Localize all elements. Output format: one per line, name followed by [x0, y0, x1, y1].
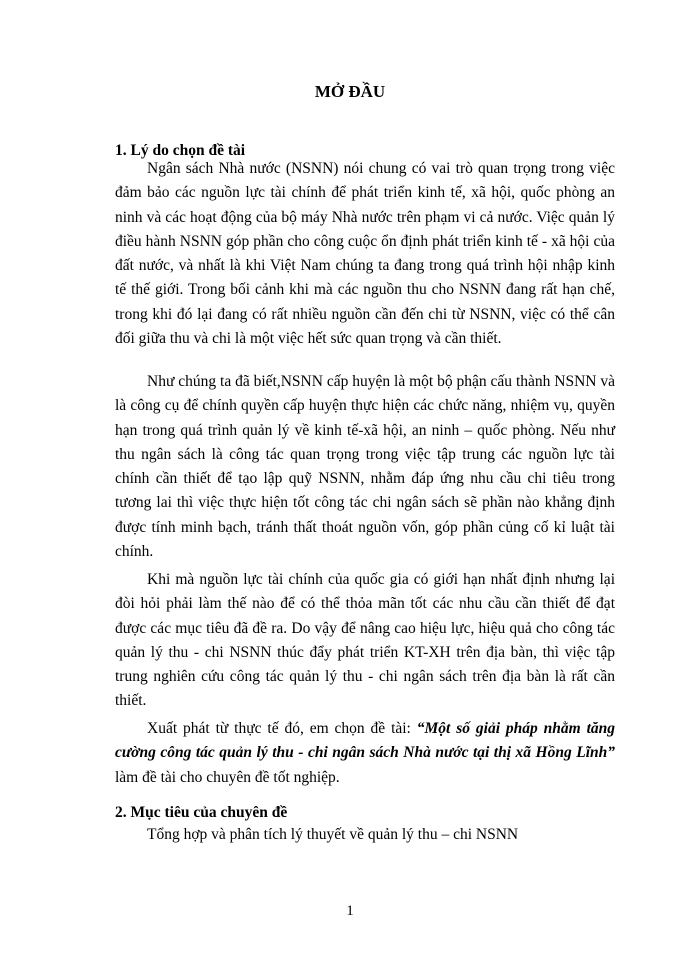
topic-outro: làm đề tài cho chuyên đề tốt nghiệp.: [115, 768, 340, 786]
paragraph-objective: Tổng hợp và phân tích lý thuyết về quản lý thu – chi NSNN: [147, 826, 519, 843]
topic-title: “Một số giải pháp nhằm tăng cường công tác quản lý thu - chi ngân sách Nhà nước tại thị xã Hồng Lĩnh”: [115, 720, 615, 762]
paragraph-1: Ngân sách Nhà nước (NSNN) nói chung có vai trò quan trọng trong việc đảm bảo các nguồn lực tài chính để phát triển kinh tế, xã hội, quốc phòng an ninh và các hoạt động của bộ máy Nhà nước trên phạm vi cả nước. Việc quản lý điều hành NSNN góp phần cho công cuộc ổn định phát triển kinh tế - xã hội của đất nước, và nhất là khi Việt Nam chúng ta đang trong quá trình hội nhập kinh tế thế giới. Trong bối cảnh khi mà các nguồn thu cho NSNN đang rất hạn chế, trong khi đó lại đang có rất nhiều nguồn cần đến chi từ NSNN, việc có thể cân đối giữa thu và chi là một việc hết sức quan trọng và cần thiết.: [115, 160, 615, 348]
paragraph-3: Khi mà nguồn lực tài chính của quốc gia có giới hạn nhất định nhưng lại đòi hỏi phải làm thế nào để có thể thỏa mãn tốt các nhu cầu cần thiết để đạt được các mục tiêu đã đề ra. Do vậy để nâng cao hiệu lực, hiệu quả cho công tác quản lý thu - chi NSNN thúc đẩy phát triển KT-XH trên địa bàn, thì việc tập trung nghiên cứu công tác quản lý thu - chi ngân sách trên địa bàn là rất cần thiết.: [115, 571, 615, 710]
section-heading-2: 2. Mục tiêu của chuyên đề: [115, 804, 288, 821]
page-number: 1: [346, 903, 354, 919]
document-title: MỞ ĐẦU: [314, 82, 386, 101]
paragraph-topic: [115, 717, 615, 790]
topic-intro: Xuất phát từ thực tế đó, em chọn đề tài:: [147, 720, 417, 737]
section-heading-1: 1. Lý do chọn đề tài: [115, 142, 246, 159]
paragraph-2: Như chúng ta đã biết,NSNN cấp huyện là một bộ phận cấu thành NSNN và là công cụ để chính quyền cấp huyện thực hiện các chức năng, nhiệm vụ, quyền hạn trong quá trình quản lý về kinh tế-xã hội, an ninh – quốc phòng. Nếu như thu ngân sách là công tác quan trọng trong việc tập trung các nguồn lực tài chính cần thiết để tạo lập quỹ NSNN, nhằm đáp ứng nhu cầu chi tiêu trong tương lai thì việc thực hiện tốt công tác chi ngân sách sẽ phần nào khẳng định được tính minh bạch, tránh thất thoát nguồn vốn, góp phần củng cố kỉ luật tài chính.: [115, 373, 615, 561]
